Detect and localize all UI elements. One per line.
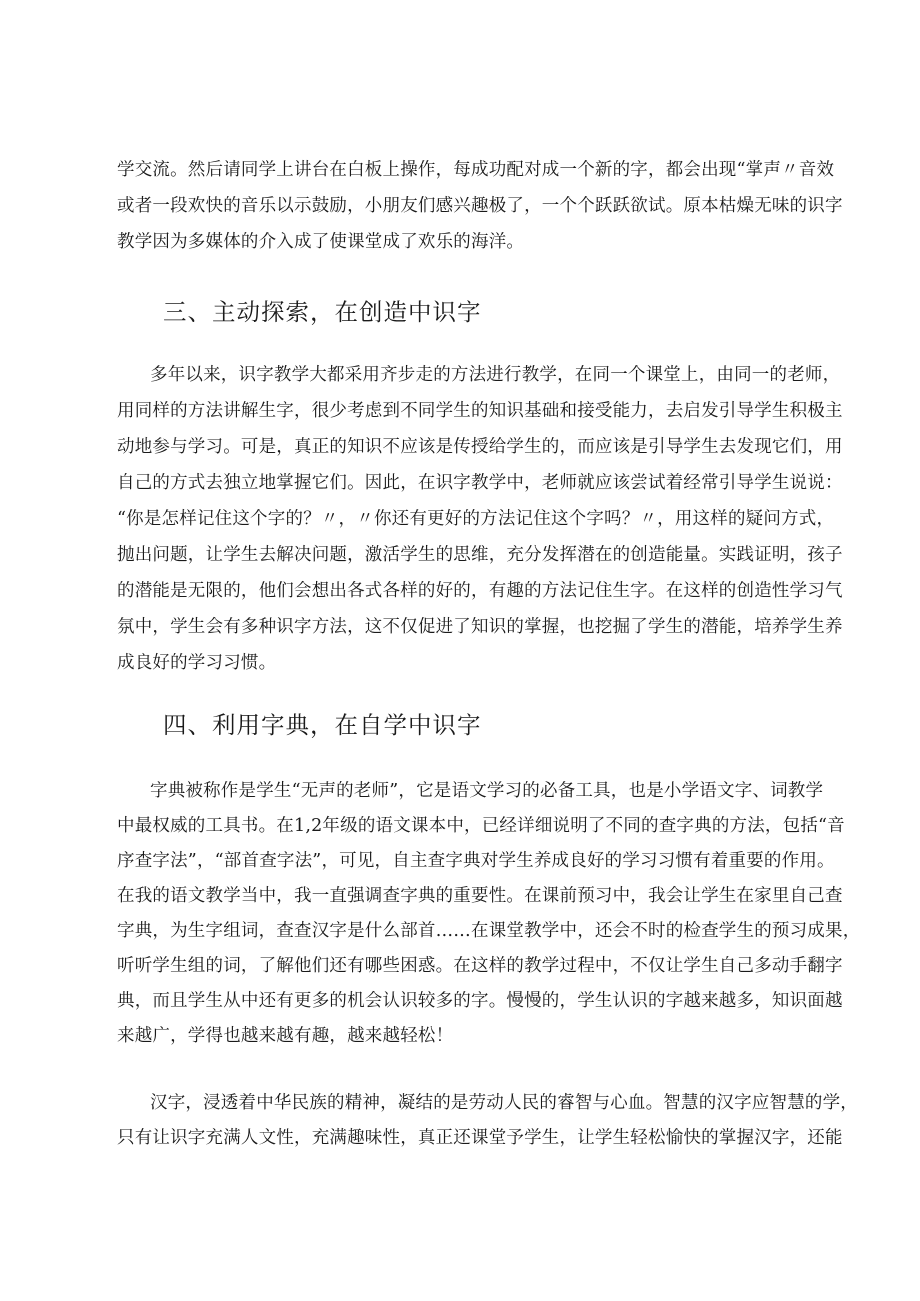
section-heading-4: 四、利用字典，在自学中识字: [163, 711, 482, 739]
text-line: 听听学生组的词，了解他们还有哪些困惑。在这样的教学过程中，不仅让学生自己多动手翻字: [117, 956, 843, 976]
text-line: 来越广，学得也越来越有趣，越来越轻松！: [117, 1026, 454, 1046]
text-line: 多年以来，识字教学大都采用齐步走的方法进行教学，在同一个课堂上，由同一的老师，: [150, 365, 841, 385]
text-line: 氛中，学生会有多种识字方法，这不仅促进了知识的掌握，也挖掘了学生的潜能，培养学生养: [117, 617, 843, 637]
text-line: 教学因为多媒体的介入成了使课堂成了欢乐的海洋。: [117, 232, 525, 252]
text-line: 只有让识字充满人文性，充满趣味性，真正还课堂予学生，让学生轻松愉快的掌握汉字，还能: [117, 1128, 843, 1148]
text-line: 序查字法”，“部首查字法”，可见，自主查字典对学生养成良好的学习习惯有着重要的作用。: [117, 851, 835, 871]
text-line: 或者一段欢快的音乐以示鼓励，小朋友们感兴趣极了，一个个跃跃欲试。原本枯燥无味的识字: [117, 196, 843, 216]
text-line: 在我的语文教学当中，我一直强调查字典的重要性。在课前预习中，我会让学生在家里自己查: [117, 886, 843, 906]
section-heading-3: 三、主动探索，在创造中识字: [163, 298, 482, 326]
text-line: 学交流。然后请同学上讲台在白板上操作，每成功配对成一个新的字，都会出现“掌声〃音效: [117, 160, 835, 180]
text-line: 中最权威的工具书。在1,2年级的语文课本中，已经详细说明了不同的查字典的方法，包括“音: [117, 816, 845, 836]
text-line: 用同样的方法讲解生字，很少考虑到不同学生的知识基础和接受能力，去启发引导学生积极主: [117, 401, 843, 421]
text-line: 汉字，浸透着中华民族的精神，凝结的是劳动人民的睿智与心血。智慧的汉字应智慧的学，: [150, 1093, 858, 1113]
text-line: 动地参与学习。可是，真正的知识不应该是传授给学生的，而应该是引导学生去发现它们，用: [117, 437, 843, 457]
text-line: 典，而且学生从中还有更多的机会认识较多的字。慢慢的，学生认识的字越来越多，知识面越: [117, 991, 843, 1011]
text-line: 的潜能是无限的，他们会想出各式各样的好的，有趣的方法记住生字。在这样的创造性学习气: [117, 581, 843, 601]
text-line: 自己的方式去独立地掌握它们。因此，在识字教学中，老师就应该尝试着经常引导学生说说：: [117, 473, 843, 493]
text-line: 字典被称作是学生“无声的老师”，它是语文学习的必备工具，也是小学语文字、词教学: [150, 781, 824, 801]
text-line: 字典，为生字组词，查查汉字是什么部首……在课堂教学中，还会不时的检查学生的预习成果，: [117, 921, 861, 941]
text-line: 抛出问题，让学生去解决问题，激活学生的思维，充分发挥潜在的创造能量。实践证明，孩子: [117, 545, 843, 565]
text-line: “你是怎样记住这个字的？〃，〃你还有更好的方法记住这个字吗？〃，用这样的疑问方式，: [117, 509, 835, 529]
text-line: 成良好的学习习惯。: [117, 653, 277, 673]
